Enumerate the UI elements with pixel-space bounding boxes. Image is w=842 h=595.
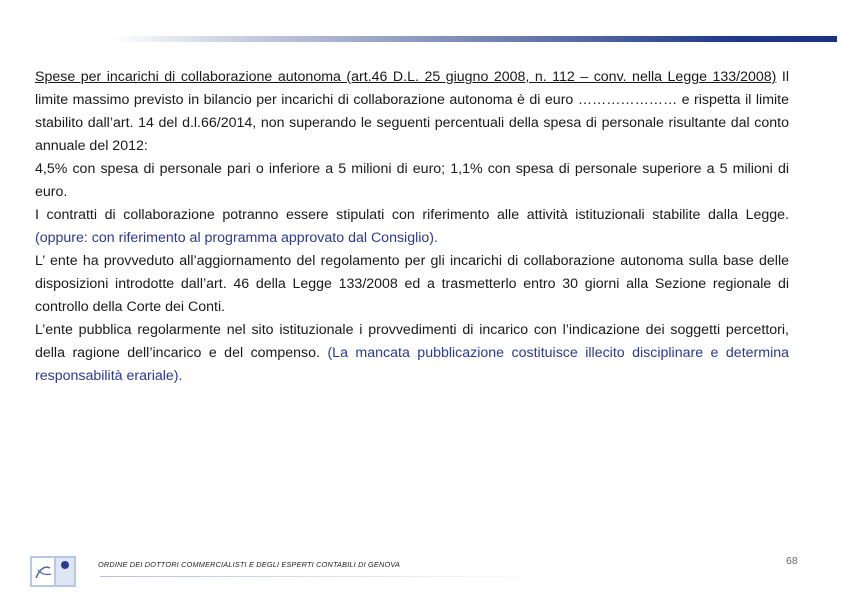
paragraph-contratti [35,204,789,250]
paragraph-pubblicazione-note: (La mancata pubblicazione costituisce illecito disciplinare e determina responsabilità erariale). [35,345,790,384]
footer-rule [100,576,550,577]
document-body [35,66,789,388]
paragraph-regolamento: L’ ente ha provveduto all’aggiornamento del regolamento per gli incarichi di collaborazione autonoma sulla base delle disposizioni introdotte dall’art. 46 della Legge 133/2008 ed a trasmetterlo entro 30 giorni alla Sezione regionale di controllo della Corte dei Conti. [35,253,789,315]
footer [30,556,530,588]
paragraph-incarichi [35,66,789,158]
paragraph-pubblicazione [35,319,789,388]
footer-org-name: ORDINE DEI DOTTORI COMMERCIALISTI E DEGLI ESPERTI CONTABILI DI GENOVA [98,560,401,569]
paragraph-contratti-text: I contratti di collaborazione potranno essere stipulati con riferimento alle attività istituzionali stabilite dalla Legge. [35,207,789,223]
header-rule [110,36,837,42]
order-emblem-icon [30,556,76,587]
paragraph-percentuali: 4,5% con spesa di personale pari o inferiore a 5 milioni di euro; 1,1% con spesa di personale superiore a 5 milioni di euro. [35,161,789,200]
paragraph-incarichi-text: Il limite massimo previsto in bilancio per incarichi di collaborazione autonoma è di euro ………………… e rispetta il limite stabilito dall’art. 14 del d.l.66/2014, non superando le seguenti percentuali della spesa di personale risultante dal conto annuale del 2012: [35,69,789,154]
section-heading: Spese per incarichi di collaborazione autonoma (art.46 D.L. 25 giugno 2008, n. 112 – conv. nella Legge 133/2008) [35,69,777,85]
paragraph-pubblicazione-text: L’ente pubblica regolarmente nel sito istituzionale i provvedimenti di incarico con l’indicazione dei soggetti percettori, della ragione dell’incarico e del compenso. [35,322,789,361]
page-number: 68 [786,555,798,567]
paragraph-contratti-note: (oppure: con riferimento al programma approvato dal Consiglio). [35,230,438,246]
